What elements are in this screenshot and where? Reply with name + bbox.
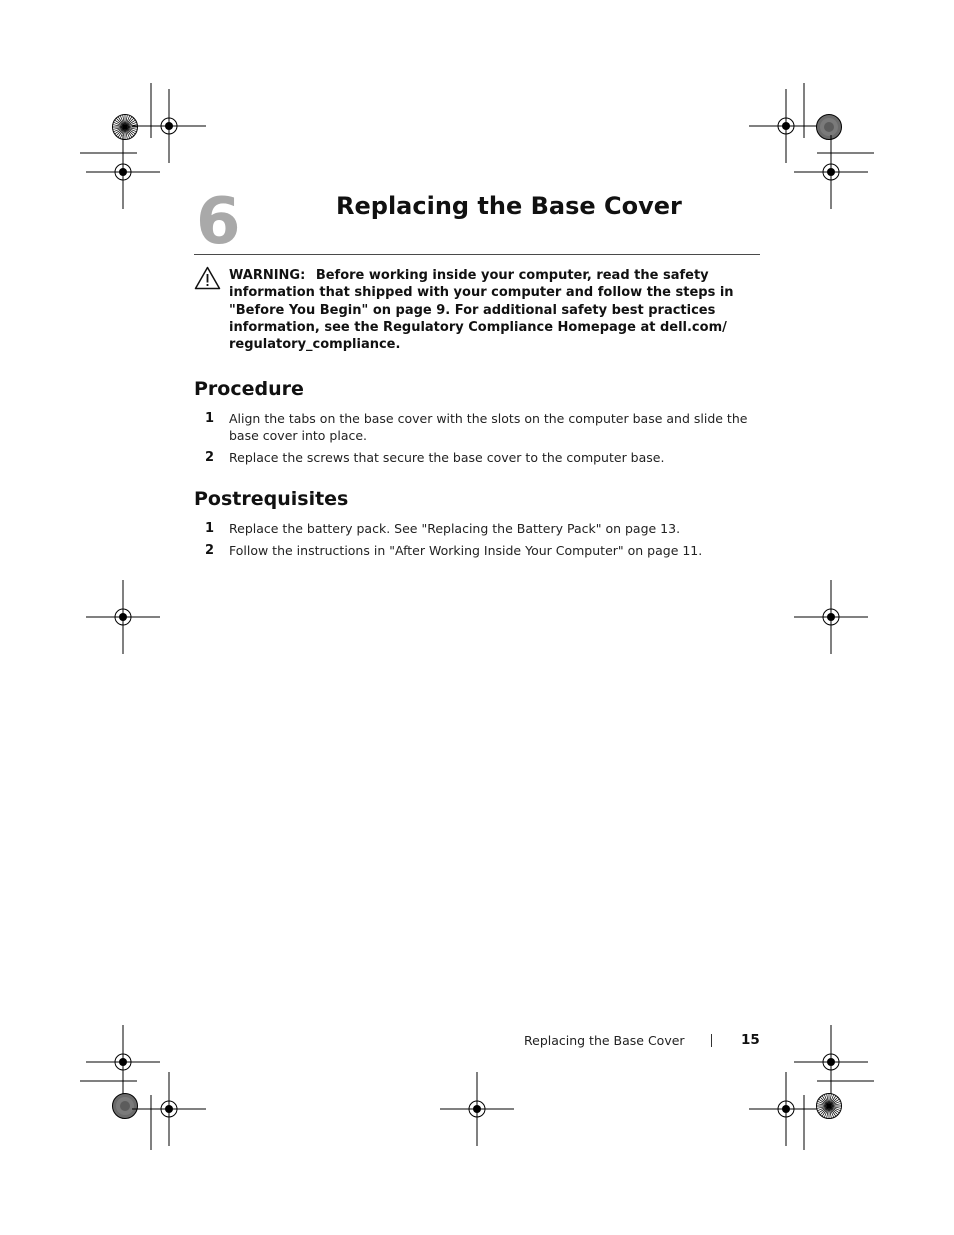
step-number: 2: [204, 543, 214, 558]
starburst-target-icon: [113, 1094, 138, 1119]
starburst-target-icon: [113, 115, 138, 140]
crosshair-registration-icon: [794, 580, 868, 654]
footer-separator: [711, 1034, 712, 1047]
step-text: Replace the screws that secure the base cover to the computer base.: [229, 450, 665, 465]
warning-body: Before working inside your computer, read the safety information that shipped with your computer and follow the steps in "Before You Begin" on page 9. For additional safety best practices information, see the Regulatory Compliance Homepage at dell.com/ regulatory_compliance.: [229, 268, 734, 353]
crosshair-registration-icon: [132, 89, 206, 163]
step-number: 1: [204, 411, 214, 426]
chapter-title: Replacing the Base Cover: [336, 192, 682, 220]
postrequisites-heading: Postrequisites: [194, 488, 349, 510]
warning-triangle-icon: [194, 266, 221, 290]
footer-chapter-title: Replacing the Base Cover: [524, 1033, 685, 1048]
warning-label: WARNING:: [229, 268, 306, 283]
crosshair-registration-icon: [794, 1025, 868, 1099]
step-number: 1: [204, 521, 214, 536]
list-item: [194, 520, 760, 537]
procedure-heading: Procedure: [194, 378, 304, 400]
page-number: 15: [741, 1032, 760, 1048]
crosshair-registration-icon: [86, 580, 160, 654]
crosshair-registration-icon: [132, 1072, 206, 1146]
postrequisites-steps: [194, 520, 760, 564]
crosshair-registration-icon: [794, 135, 868, 209]
step-text: Align the tabs on the base cover with the slots on the computer base and slide the base cover into place.: [229, 411, 748, 443]
list-item: [194, 542, 760, 559]
step-number: 2: [204, 450, 214, 465]
crosshair-registration-icon: [86, 135, 160, 209]
warning-text-block: [229, 267, 760, 353]
starburst-target-icon: [817, 1094, 842, 1119]
crosshair-registration-icon: [749, 89, 823, 163]
step-text: Replace the battery pack. See "Replacing the Battery Pack" on page 13.: [229, 521, 681, 536]
title-divider: [194, 254, 760, 255]
crosshair-registration-icon: [440, 1072, 514, 1146]
chapter-number: 6: [196, 185, 241, 259]
list-item: [194, 449, 760, 466]
step-text: Follow the instructions in "After Working Inside Your Computer" on page 11.: [229, 543, 703, 558]
starburst-target-icon: [817, 115, 842, 140]
procedure-steps: [194, 410, 760, 471]
crosshair-registration-icon: [749, 1072, 823, 1146]
list-item: [194, 410, 760, 444]
crosshair-registration-icon: [86, 1025, 160, 1099]
